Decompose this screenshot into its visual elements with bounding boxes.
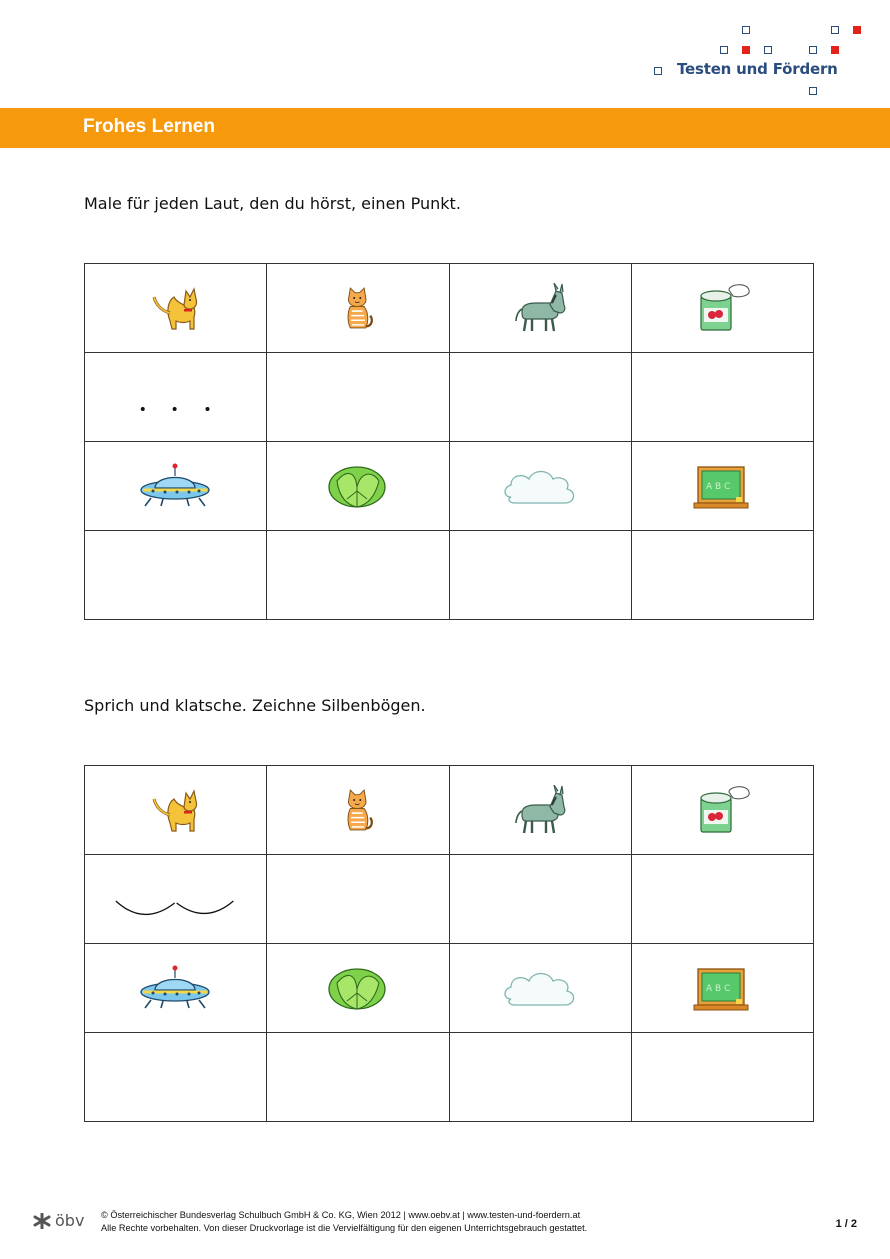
dot-mark	[206, 407, 210, 411]
logo-square-icon	[720, 46, 728, 54]
logo-square-red-icon	[853, 26, 861, 34]
table-row	[85, 531, 814, 620]
cat-striped-icon	[335, 278, 381, 338]
logo-square-icon	[809, 46, 817, 54]
answer-cell[interactable]	[631, 353, 813, 442]
ufo-icon	[137, 460, 215, 512]
picture-cell	[267, 766, 449, 855]
cat-striped-icon	[335, 780, 381, 840]
oebv-logo-text: öbv	[55, 1211, 85, 1230]
testen-und-foerdern-logo	[650, 20, 880, 105]
logo-square-icon	[809, 87, 817, 95]
table-row	[85, 264, 814, 353]
task1-table	[84, 263, 814, 620]
answer-cell[interactable]	[449, 531, 631, 620]
table-row	[85, 855, 814, 944]
logo-square-red-icon	[831, 46, 839, 54]
answer-cell[interactable]	[267, 855, 449, 944]
logo-square-icon	[831, 26, 839, 34]
sound-dots-example	[85, 353, 266, 441]
ufo-icon	[137, 962, 215, 1014]
picture-cell	[85, 442, 267, 531]
answer-cell[interactable]	[631, 1033, 813, 1122]
logo-text: Testen und Fördern	[677, 60, 838, 78]
rights-line: Alle Rechte vorbehalten. Von dieser Druckvorlage ist die Vervielfältigung für den eigenen Unterrichtsgebrauch gestattet.	[101, 1223, 588, 1233]
cat-yellow-icon	[146, 283, 206, 333]
picture-cell	[631, 944, 813, 1033]
picture-cell	[267, 944, 449, 1033]
logo-square-icon	[742, 26, 750, 34]
tin-can-icon	[691, 784, 753, 836]
chalkboard-icon	[692, 962, 752, 1014]
answer-cell[interactable]	[267, 353, 449, 442]
answer-cell[interactable]	[449, 855, 631, 944]
table-row	[85, 353, 814, 442]
answer-cell[interactable]	[85, 531, 267, 620]
answer-cell[interactable]	[631, 531, 813, 620]
answer-cell[interactable]	[449, 1033, 631, 1122]
syllable-arc	[116, 901, 175, 914]
picture-cell	[267, 442, 449, 531]
cloud-icon	[498, 965, 582, 1011]
syllable-arcs-example	[85, 855, 266, 943]
answer-cell[interactable]	[267, 1033, 449, 1122]
task2-table	[84, 765, 814, 1122]
banner-title: Frohes Lernen	[83, 116, 215, 137]
task1-instruction: Male für jeden Laut, den du hörst, einen Punkt.	[84, 194, 461, 213]
lettuce-icon	[325, 963, 391, 1013]
picture-cell	[449, 264, 631, 353]
picture-cell	[631, 442, 813, 531]
logo-square-red-icon	[742, 46, 750, 54]
copyright-line: © Österreichischer Bundesverlag Schulbuch GmbH & Co. KG, Wien 2012 | www.oebv.at | www.testen-und-foerdern.at	[101, 1210, 581, 1220]
picture-cell	[449, 944, 631, 1033]
picture-cell	[85, 766, 267, 855]
picture-cell	[449, 766, 631, 855]
answer-cell[interactable]	[85, 855, 267, 944]
donkey-icon	[510, 283, 570, 333]
picture-cell	[449, 442, 631, 531]
answer-cell[interactable]	[449, 353, 631, 442]
table-row	[85, 944, 814, 1033]
page-number: 1 / 2	[835, 1218, 857, 1230]
task2-instruction: Sprich und klatsche. Zeichne Silbenbögen.	[84, 696, 426, 715]
title-banner	[0, 108, 890, 148]
lettuce-icon	[325, 461, 391, 511]
copyright-note	[101, 1209, 587, 1235]
answer-cell[interactable]	[85, 353, 267, 442]
picture-cell	[631, 264, 813, 353]
answer-cell[interactable]	[631, 855, 813, 944]
oebv-logo	[33, 1211, 84, 1230]
picture-cell	[85, 944, 267, 1033]
oebv-star-icon	[33, 1213, 51, 1229]
table-row	[85, 1033, 814, 1122]
picture-cell	[267, 264, 449, 353]
table-row	[85, 442, 814, 531]
picture-cell	[631, 766, 813, 855]
picture-cell	[85, 264, 267, 353]
donkey-icon	[510, 785, 570, 835]
logo-square-icon	[654, 67, 662, 75]
answer-cell[interactable]	[85, 1033, 267, 1122]
cat-yellow-icon	[146, 785, 206, 835]
table-row	[85, 766, 814, 855]
dot-mark	[173, 407, 177, 411]
logo-square-icon	[764, 46, 772, 54]
chalkboard-icon	[692, 460, 752, 512]
syllable-arc	[177, 901, 234, 913]
tin-can-icon	[691, 282, 753, 334]
answer-cell[interactable]	[267, 531, 449, 620]
dot-mark	[141, 407, 145, 411]
cloud-icon	[498, 463, 582, 509]
